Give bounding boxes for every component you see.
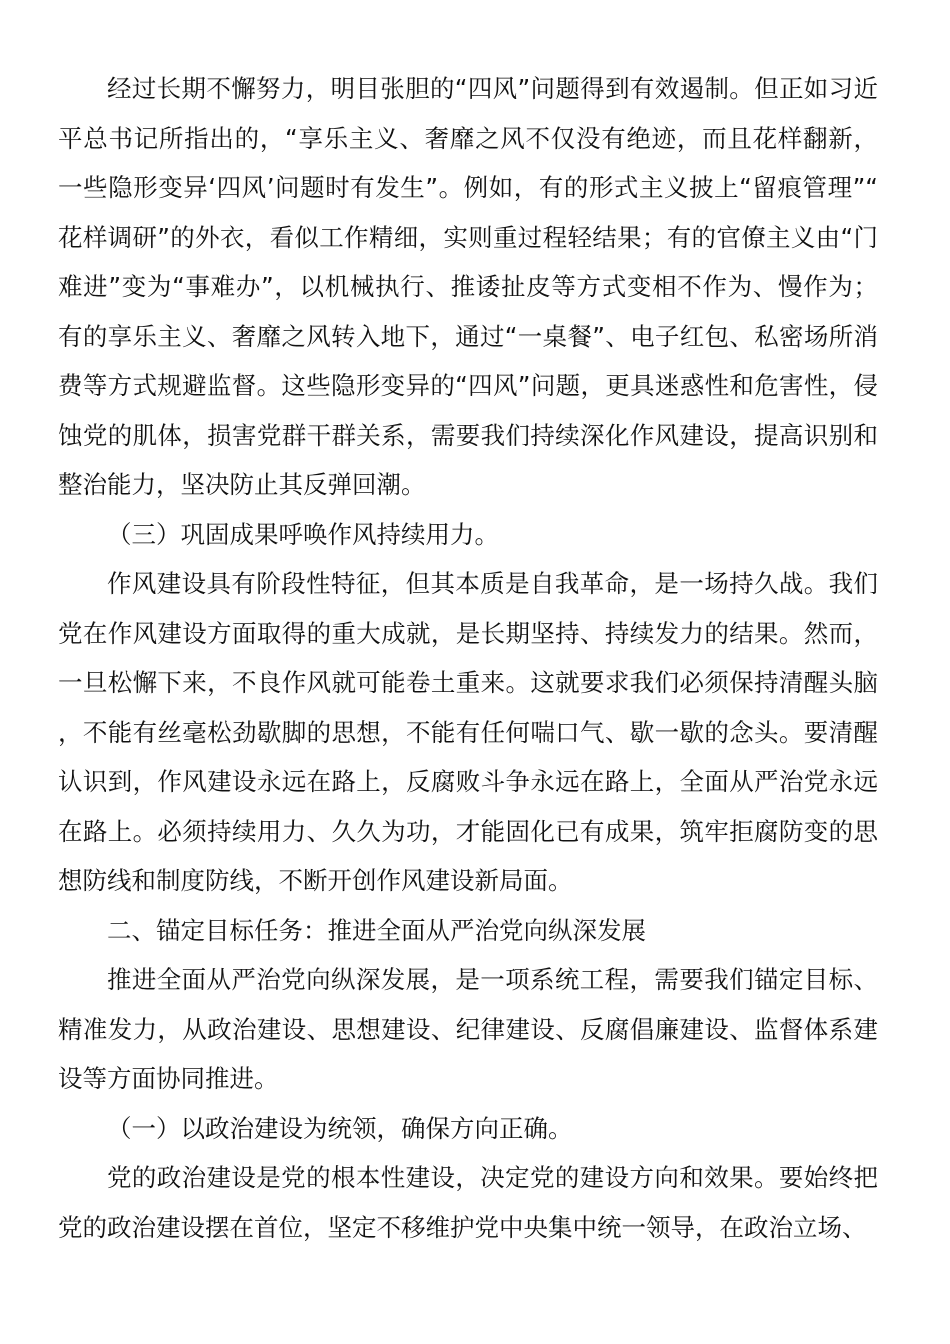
paragraph-political-construction: 党的政治建设是党的根本性建设，决定党的建设方向和效果。要始终把党的政治建设摆在首位，坚定不移维护党中央集中统一领导，在政治立场、: [58, 1163, 878, 1242]
section-heading-goals-tasks: 二、锚定目标任务：推进全面从严治党向纵深发展: [107, 915, 646, 945]
paragraph-systematic-project: 推进全面从严治党向纵深发展，是一项系统工程，需要我们锚定目标、精准发力，从政治建设、思想建设、纪律建设、反腐倡廉建设、监督体系建设等方面协同推进。: [58, 965, 878, 1093]
subheading-political-construction: （一）以政治建设为统领，确保方向正确。: [107, 1113, 573, 1143]
paragraph-four-winds-issues: 经过长期不懈努力，明目张胆的“四风”问题得到有效遏制。但正如习近平总书记所指出的，“享乐主义、奢靡之风不仅没有绝迹，而且花样翻新，一些隐形变异‘四风’问题时有发生”。例如，有的形式主义披上“留痕管理”“花样调研”的外衣，看似工作精细，实则重过程轻结果；有的官僚主义由“门难进”变为“事难办”，以机械执行、推诿扯皮等方式变相不作为、慢作为；有的享乐主义、奢靡之风转入地下，通过“一桌餐”、电子红包、私密场所消费等方式规避监督。这些隐形变异的“四风”问题，更具迷惑性和危害性，侵蚀党的肌体，损害党群干群关系，需要我们持续深化作风建设，提高识别和整治能力，坚决防止其反弹回潮。: [58, 74, 878, 499]
document-body: [58, 64, 878, 1252]
paragraph-persistent-effort: 作风建设具有阶段性特征，但其本质是自我革命，是一场持久战。我们党在作风建设方面取得的重大成就，是长期坚持、持续发力的结果。然而，一旦松懈下来，不良作风就可能卷土重来。这就要求我们必须保持清醒头脑，不能有丝毫松劲歇脚的思想，不能有任何喘口气、歇一歇的念头。要清醒认识到，作风建设永远在路上，反腐败斗争永远在路上，全面从严治党永远在路上。必须持续用力、久久为功，才能固化已有成果，筑牢拒腐防变的思想防线和制度防线，不断开创作风建设新局面。: [58, 569, 878, 895]
subheading-consolidate-results: （三）巩固成果呼唤作风持续用力。: [107, 519, 499, 549]
